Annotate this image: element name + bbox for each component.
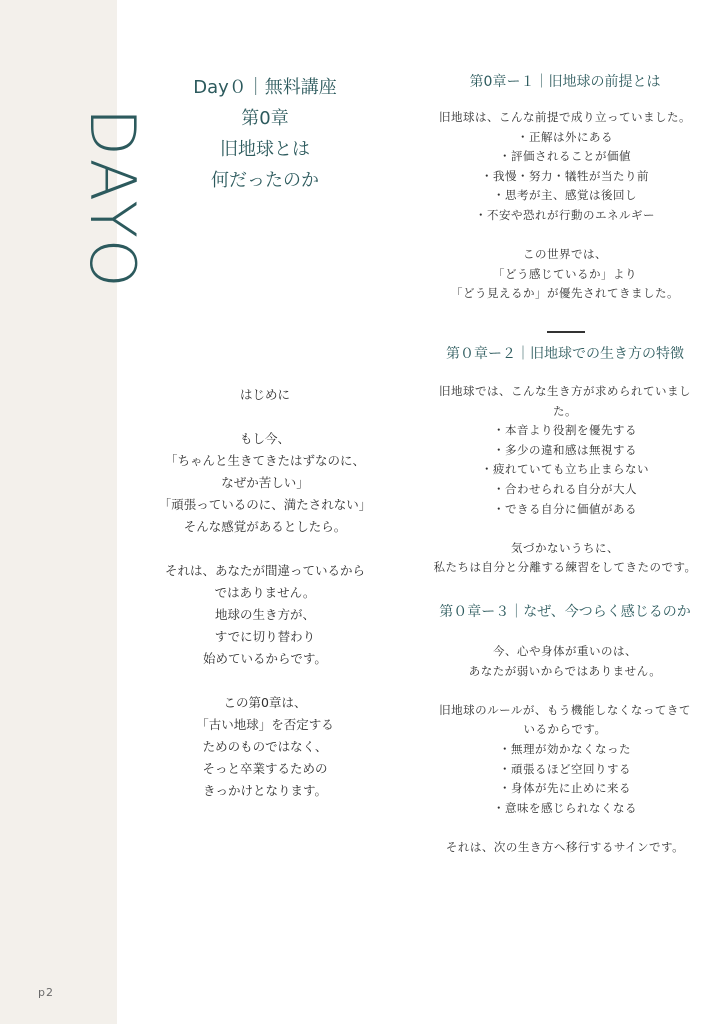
vertical-title: DAYO xyxy=(76,108,149,292)
intro-line: 「ちゃんと生きてきたはずなのに、 xyxy=(164,453,365,468)
section-line: 私たちは自分と分離する練習をしてきたのです。 xyxy=(433,560,697,575)
section-line: た。 xyxy=(553,403,577,418)
bullet-item: ・疲れていても立ち止まらない xyxy=(481,462,649,477)
intro-line: すでに切り替わり xyxy=(214,629,316,644)
bullet-item: ・合わせられる自分が大人 xyxy=(493,481,637,496)
bullet-item: ・不安や恐れが行動のエネルギー xyxy=(475,207,655,222)
section-line: 旧地球のルールが、もう機能しなくなってきて xyxy=(439,702,691,717)
section-line: それは、次の生き方へ移行するサインです。 xyxy=(445,839,685,854)
intro-line: ためのものではなく、 xyxy=(202,739,328,754)
bullet-item: ・できる自分に価値がある xyxy=(493,501,637,516)
bullet-item: ・正解は外にある xyxy=(517,129,613,144)
intro-line: 「頑張っているのに、満たされない」 xyxy=(158,497,372,512)
bullet-item: ・無理が効かなくなった xyxy=(499,741,631,756)
bullet-item: ・思考が主、感覚は後回し xyxy=(493,188,637,203)
section-line: 今、心や身体が重いのは、 xyxy=(493,644,637,658)
bullet-item: ・評価されることが価値 xyxy=(499,149,631,164)
bullet-item: ・本音より役割を優先する xyxy=(493,423,637,438)
intro-line: ではありません。 xyxy=(214,585,316,600)
section-body xyxy=(420,642,710,858)
section-body xyxy=(420,108,710,304)
section-3 xyxy=(420,602,710,858)
intro-line: もし今、 xyxy=(239,431,290,446)
section-line: 「どう見えるか」が優先されてきました。 xyxy=(451,286,679,301)
intro-line: なぜか苦しい」 xyxy=(221,475,309,490)
section-2 xyxy=(420,344,710,578)
chapter-title-line: 旧地球とは xyxy=(220,139,310,160)
section-1 xyxy=(420,72,710,304)
intro-line: そんな感覚があるとしたら。 xyxy=(183,519,347,534)
intro-line: 地球の生き方が、 xyxy=(214,607,315,622)
intro-line: 始めているからです。 xyxy=(203,651,327,666)
page-number: p2 xyxy=(38,986,54,999)
section-divider xyxy=(547,331,585,333)
intro-line: この第0章は、 xyxy=(223,695,307,710)
section-line: 「どう感じているか」より xyxy=(493,266,637,281)
section-line: 旧地球は、こんな前提で成り立っていました。 xyxy=(439,110,691,124)
intro-line: きっかけとなります。 xyxy=(202,783,327,798)
chapter-title-line: 第0章 xyxy=(241,108,289,129)
section-line: いるからです。 xyxy=(523,722,607,737)
intro-line: 「古い地球」を否定する xyxy=(196,717,334,732)
bullet-item: ・意味を感じられなくなる xyxy=(493,800,637,815)
section-line: 気づかないうちに、 xyxy=(511,540,619,555)
section-heading: 第0章ー１｜旧地球の前提とは xyxy=(469,74,661,90)
section-heading: 第０章ー２｜旧地球での生き方の特徴 xyxy=(446,346,684,362)
chapter-title-line: Day０｜無料講座 xyxy=(193,77,337,98)
intro-line: それは、あなたが間違っているから xyxy=(164,563,365,578)
bullet-item: ・多少の違和感は無視する xyxy=(493,442,637,457)
introduction-text xyxy=(130,384,400,802)
section-line: あなたが弱いからではありません。 xyxy=(468,663,662,678)
section-body xyxy=(420,382,710,578)
bullet-item: ・身体が先に止めに来る xyxy=(499,781,631,796)
intro-line: はじめに xyxy=(239,387,290,402)
intro-line: そっと卒業するための xyxy=(202,761,328,776)
section-line: この世界では、 xyxy=(523,247,607,262)
bullet-item: ・我慢・努力・犠牲が当たり前 xyxy=(481,168,649,183)
chapter-title xyxy=(150,72,380,196)
chapter-title-line: 何だったのか xyxy=(211,170,319,191)
section-line: 旧地球では、こんな生き方が求められていまし xyxy=(439,384,691,398)
section-heading: 第０章ー３｜なぜ、今つらく感じるのか xyxy=(439,604,691,620)
bullet-item: ・頑張るほど空回りする xyxy=(499,761,631,776)
